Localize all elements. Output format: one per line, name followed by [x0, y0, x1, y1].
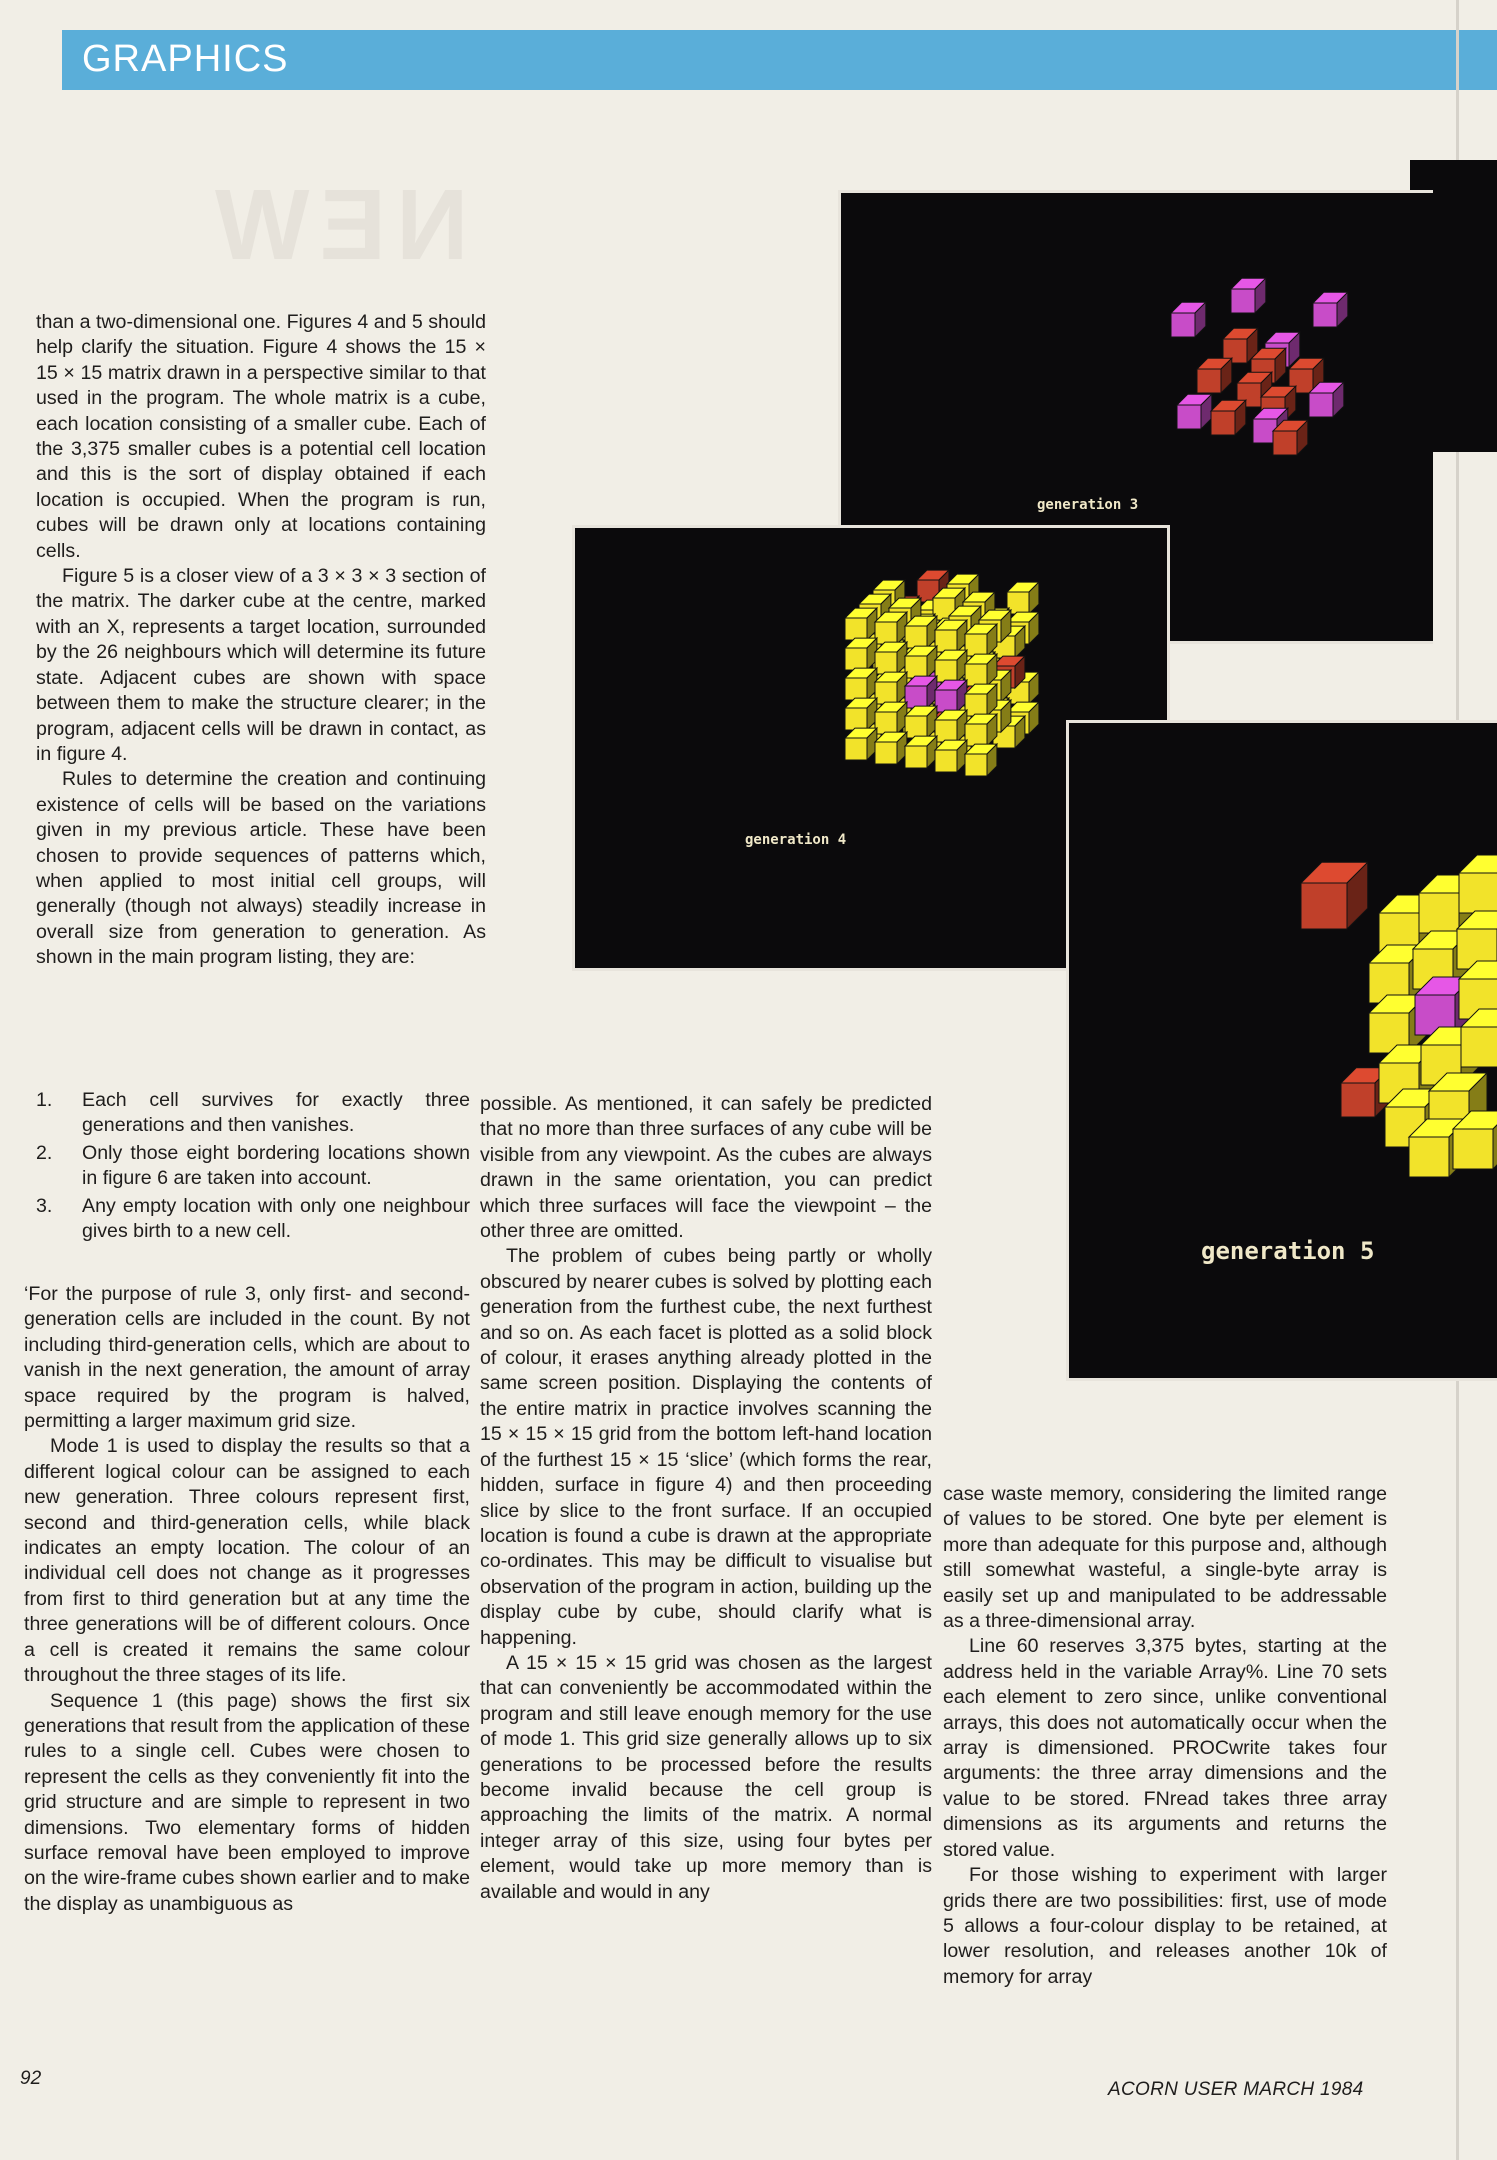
- cube-face: [935, 630, 957, 652]
- column-3: [943, 1482, 1387, 1990]
- paragraph: Mode 1 is used to display the results so that a different logical colour can be assigned to each new generation. Three colours represent first, second and third-generation cells, while black indicates an empty location. The colour of an individual cell does not change as it progresses from first to third generation but at any time the three generations will be of different colours. Once a cell is created it remains the same colour throughout the three stages of its life.: [24, 1435, 470, 1687]
- rules-list: [30, 1088, 470, 1246]
- cube-face: [965, 754, 987, 776]
- cube-face: [1459, 873, 1497, 913]
- cube-face: [845, 738, 867, 760]
- cube-face: [1459, 855, 1497, 873]
- cube-face: [875, 682, 897, 704]
- cube-face: [845, 618, 867, 640]
- cube-face: [1177, 405, 1201, 429]
- paragraph: Rules to determine the creation and continuing existence of cells will be based on the variations given in my previous article. These have been chosen to provide sequences of patterns which, when applied to most initial cell groups, will generally (though not always) steadily increase in overall size from generation to generation. As shown in the main program listing, they are:: [36, 768, 486, 969]
- cube-face: [905, 686, 927, 708]
- cube-face: [905, 656, 927, 678]
- cube-face: [1197, 369, 1221, 393]
- column-1-top: [36, 310, 486, 971]
- cube-face: [875, 712, 897, 734]
- cube-face: [1273, 431, 1297, 455]
- rule-number: 3.: [36, 1194, 53, 1217]
- background-headline: NEW: [205, 169, 469, 281]
- section-label: GRAPHICS: [82, 38, 289, 80]
- paragraph: Line 60 reserves 3,375 bytes, starting at the address held in the variable Array%. Line 70 sets each element to zero since, unlike conventional arrays, this does not automatically occur when the array is dimensioned. PROCwrite takes four arguments: the three array dimensions and the value to be stored. FNread takes three array dimensions as its arguments and returns the stored value.: [943, 1635, 1387, 1861]
- cube-face: [845, 678, 867, 700]
- cube-face: [965, 664, 987, 686]
- paragraph: For those wishing to experiment with larger grids there are two possibilities: first, use of mode 5 allows a four-colour display to be retained, at lower resolution, and releases another 10k of memory for array: [943, 1864, 1387, 1988]
- cube-face: [935, 750, 957, 772]
- cube-face: [935, 660, 957, 682]
- cube-face: [905, 716, 927, 738]
- cube-face: [935, 720, 957, 742]
- cube-face: [1341, 1083, 1375, 1117]
- paragraph: The problem of cubes being partly or wholly obscured by nearer cubes is solved by plotting each generation from the furthest cube, the next furthest and so on. As each facet is plotted as a solid block of colour, it erases anything already plotted in the same screen position. Displaying the contents of the entire matrix in practice involves scanning the 15 × 15 × 15 grid from the bottom left-hand location of the furthest 15 × 15 ‘slice’ (which forms the rear, hidden, surface in figure 4) and then proceeding slice by slice to the front surface. If an occupied location is found a cube is drawn at the appropriate co-ordinates. This may be difficult to visualise but observation of the program in action, building up the display cube by cube, should clarify what is happening.: [480, 1245, 932, 1649]
- cube-face: [905, 626, 927, 648]
- cube-face: [875, 742, 897, 764]
- cube-face: [905, 746, 927, 768]
- cube-face: [965, 694, 987, 716]
- rule-item: [30, 1194, 470, 1245]
- screenshot-generation-5: [1066, 720, 1497, 1381]
- rule-text: Only those eight bordering locations shown in figure 6 are taken into account.: [82, 1141, 470, 1190]
- cube-face: [1453, 1129, 1493, 1169]
- rule-text: Any empty location with only one neighbour gives birth to a new cell.: [82, 1194, 470, 1243]
- cube-face: [935, 690, 957, 712]
- cube-face: [1309, 393, 1333, 417]
- cube-face: [1171, 313, 1195, 337]
- cube-face: [1419, 893, 1459, 933]
- caption-generation-3: generation 3: [1037, 497, 1139, 513]
- column-1-bottom: [24, 1282, 470, 1917]
- cube-face: [965, 634, 987, 656]
- cube-render-gen5: [1069, 723, 1497, 1378]
- cube-face: [875, 622, 897, 644]
- cube-face: [1461, 1027, 1497, 1067]
- cube-face: [1301, 883, 1347, 929]
- paragraph: Sequence 1 (this page) shows the first six generations that result from the application of these rules to a single cell. Cubes were chosen to represent the cells as they conveniently fit into the grid structure and are simple to represent in two dimensions. Two elementary forms of hidden surface removal have been employed to improve on the wire-frame cubes shown earlier and to make the display as unambiguous as: [24, 1689, 470, 1915]
- section-header-bar: [62, 30, 1497, 90]
- column-2: [480, 1092, 932, 1905]
- paragraph: ‘For the purpose of rule 3, only first- and second-generation cells are included in the count. By not including third-generation cells, which are about to vanish in the next generation, the amount of array space required by the program is halved, permitting a larger maximum grid size.: [24, 1283, 470, 1433]
- paragraph: case waste memory, considering the limited range of values to be stored. One byte per element is more than adequate for this purpose and, although still somewhat wasteful, a single-byte array is easily set up and manipulated to be addressable as a three-dimensional array.: [943, 1483, 1387, 1633]
- cube-face: [1211, 411, 1235, 435]
- cube-face: [845, 648, 867, 670]
- paragraph: than a two-dimensional one. Figures 4 and 5 should help clarify the situation. Figure 4 shows the 15 × 15 × 15 matrix drawn in a perspective similar to that used in the program. The whole matrix is a cube, each location consisting of a smaller cube. Each of the 3,375 smaller cubes is a potential cell location and this is the sort of display obtained if each location is occupied. When the program is run, cubes will be drawn only at locations containing cells.: [36, 311, 486, 562]
- page-number: 92: [20, 2068, 42, 2089]
- magazine-footer: ACORN USER MARCH 1984: [1108, 2079, 1364, 2100]
- rule-item: [30, 1088, 470, 1139]
- caption-generation-5: generation 5: [1201, 1237, 1375, 1265]
- paragraph: A 15 × 15 × 15 grid was chosen as the largest that can conveniently be accommodated within the program and still leave enough memory for the use of mode 1. This grid size generally allows up to six generations to be processed before the results become invalid because the cell group is approaching the limits of the matrix. A normal integer array of this size, using four bytes per element, would take up more memory than is available and would in any: [480, 1651, 932, 1903]
- cube-face: [875, 652, 897, 674]
- paragraph: possible. As mentioned, it can safely be predicted that no more than three surfaces of any cube will be visible from any viewpoint. As the cubes are always drawn in the same orientation, you can predict which three surfaces will face the viewpoint – the other three are omitted.: [480, 1093, 932, 1243]
- rule-text: Each cell survives for exactly three generations and then vanishes.: [82, 1089, 470, 1137]
- cube-face: [1231, 289, 1255, 313]
- rule-number: 2.: [36, 1141, 53, 1164]
- rule-number: 1.: [36, 1089, 53, 1111]
- cube-face: [845, 708, 867, 730]
- paragraph: Figure 5 is a closer view of a 3 × 3 × 3 section of the matrix. The darker cube at the centre, marked with an X, represents a target location, surrounded by the 26 neighbours which will determine its future state. Adjacent cubes are shown with space between them to make the structure clearer; in the program, adjacent cells will be drawn in contact, as in figure 4.: [36, 565, 486, 765]
- caption-generation-4: generation 4: [745, 832, 847, 848]
- rule-item: [30, 1141, 470, 1192]
- cube-face: [1409, 1137, 1449, 1177]
- cube-face: [965, 724, 987, 746]
- cube-face: [1313, 303, 1337, 327]
